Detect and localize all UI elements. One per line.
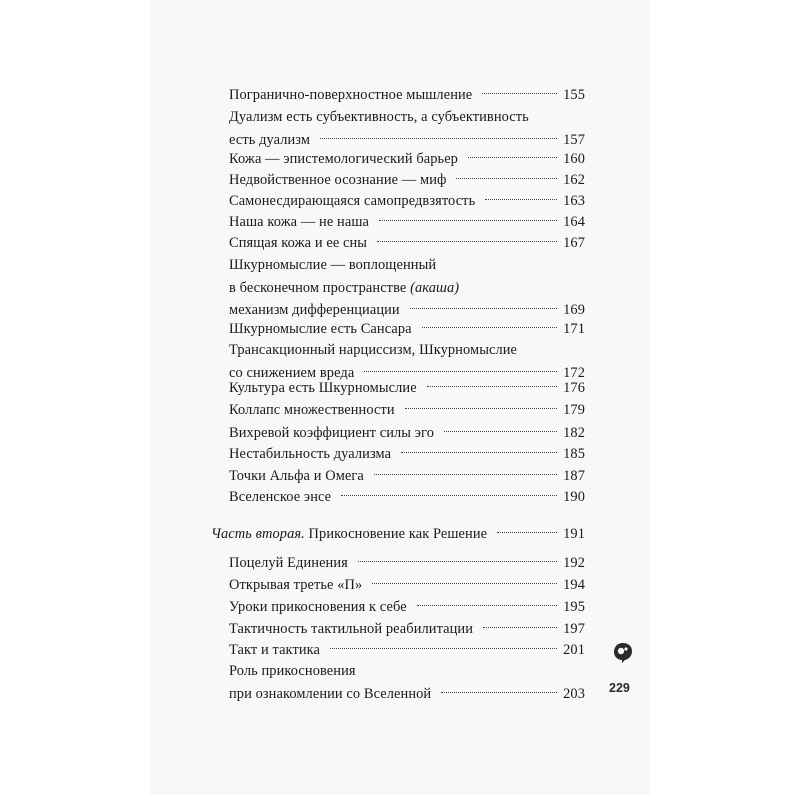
leader-dots [417, 593, 557, 606]
toc-page-number: 169 [563, 302, 585, 318]
publisher-logo-icon [612, 641, 634, 665]
toc-entry-title: Дуализм есть субъективность, а субъективность [229, 109, 529, 125]
toc-entry [229, 254, 585, 322]
toc-entry [229, 660, 585, 705]
leader-dots [358, 549, 557, 562]
toc-entry [229, 232, 585, 255]
toc-page-number: 187 [563, 468, 585, 484]
toc-page-number: 179 [563, 402, 585, 418]
toc-entry-title: есть дуализм [229, 131, 311, 148]
toc-entry-title: Культура есть Шкурномыслие [229, 380, 417, 396]
toc-entry-title: Шкурномыслие есть Сансара [229, 321, 412, 337]
toc-page-number: 190 [563, 489, 585, 505]
leader-dots [422, 315, 557, 328]
leader-dots [379, 208, 557, 221]
toc-page-number: 191 [563, 526, 585, 542]
toc-entry-title: Поцелуй Единения [229, 555, 348, 571]
toc-entry-title: Такт и тактика [229, 642, 321, 658]
toc-entry-title: при ознакомлении со Вселенной [229, 685, 432, 702]
toc-entry [229, 84, 585, 107]
toc-entry-title: механизм дифференциации [229, 302, 400, 318]
leader-dots [377, 229, 557, 242]
toc-entry-title: Уроки прикосновения к себе [229, 599, 407, 615]
toc-entry-title: Роль прикосновения [229, 663, 356, 679]
toc-entry-title: Точки Альфа и Омега [229, 468, 364, 484]
toc-page-number: 185 [563, 446, 585, 462]
toc-entry-title: Коллапс множественности [229, 402, 395, 418]
toc-entry-title: Кожа — эпистемологический барьер [229, 151, 458, 167]
leader-dots [401, 440, 557, 453]
toc-entry-title: Наша кожа — не наша [229, 214, 370, 230]
toc-page-number: 160 [563, 151, 585, 167]
toc-page-number: 195 [563, 599, 585, 615]
leader-dots [364, 359, 557, 372]
leader-dots [341, 483, 557, 496]
leader-dots [427, 374, 557, 387]
page-number: 229 [609, 681, 630, 695]
toc-page-number: 197 [563, 621, 585, 637]
toc-entry-title: Тактичность тактильной реабилитации [229, 621, 474, 637]
toc-entry-title: Вселенское энсе [229, 489, 332, 505]
italic-term: (акаша) [410, 279, 460, 296]
leader-dots [410, 296, 557, 309]
leader-dots [441, 680, 557, 693]
leader-dots [482, 81, 557, 94]
leader-dots [468, 145, 557, 158]
toc-page-number: 162 [563, 172, 585, 188]
toc-page-number: 201 [563, 642, 585, 658]
toc-entry-title: Спящая кожа и ее сны [229, 235, 368, 251]
toc-entry-title: Недвойственное осознание — миф [229, 172, 447, 188]
toc-entry-title: Самонесдирающаяся самопредвзятость [229, 193, 476, 209]
leader-dots [456, 166, 557, 179]
toc-page-number: 164 [563, 214, 585, 230]
toc-page-number: 194 [563, 577, 585, 593]
toc-page-number: 163 [563, 193, 585, 209]
toc-page-number: 172 [563, 364, 585, 381]
leader-dots [320, 126, 557, 139]
toc-page-number: 157 [563, 131, 585, 148]
leader-dots [497, 520, 557, 533]
toc-entry-title: в бесконечном пространстве (акаша) [229, 279, 460, 296]
toc-entry-title: Трансакционный нарциссизм, Шкурномыслие [229, 342, 518, 358]
toc-page-number: 167 [563, 235, 585, 251]
leader-dots [372, 571, 557, 584]
toc-page-number: 203 [563, 685, 585, 702]
toc-entry-title: Нестабильность дуализма [229, 446, 392, 462]
leader-dots [444, 419, 557, 432]
toc-page-number: 176 [563, 380, 585, 396]
toc-entry-title: Вихревой коэффициент силы эго [229, 425, 434, 441]
toc-part-heading [211, 523, 585, 546]
part-label: Часть вторая. [211, 526, 305, 542]
toc-entry [229, 639, 585, 662]
toc-page-number: 192 [563, 555, 585, 571]
toc-entry-title: со снижением вреда [229, 364, 355, 381]
toc-entry-title: Шкурномыслие — воплощенный [229, 257, 437, 273]
toc-entry-title: Открывая третье «П» [229, 577, 363, 593]
toc-page-number: 155 [563, 87, 585, 103]
toc-entry [229, 486, 585, 509]
part-title: Часть вторая. Прикосновение как Решение [211, 526, 488, 542]
leader-dots [485, 187, 557, 200]
toc-page-number: 182 [563, 425, 585, 441]
leader-dots [374, 462, 557, 475]
toc-page-number: 171 [563, 321, 585, 337]
leader-dots [330, 636, 557, 649]
toc-entry-title: Погранично-поверхностное мышление [229, 87, 473, 103]
leader-dots [405, 396, 557, 409]
toc-entry [229, 318, 585, 341]
leader-dots [483, 615, 557, 628]
